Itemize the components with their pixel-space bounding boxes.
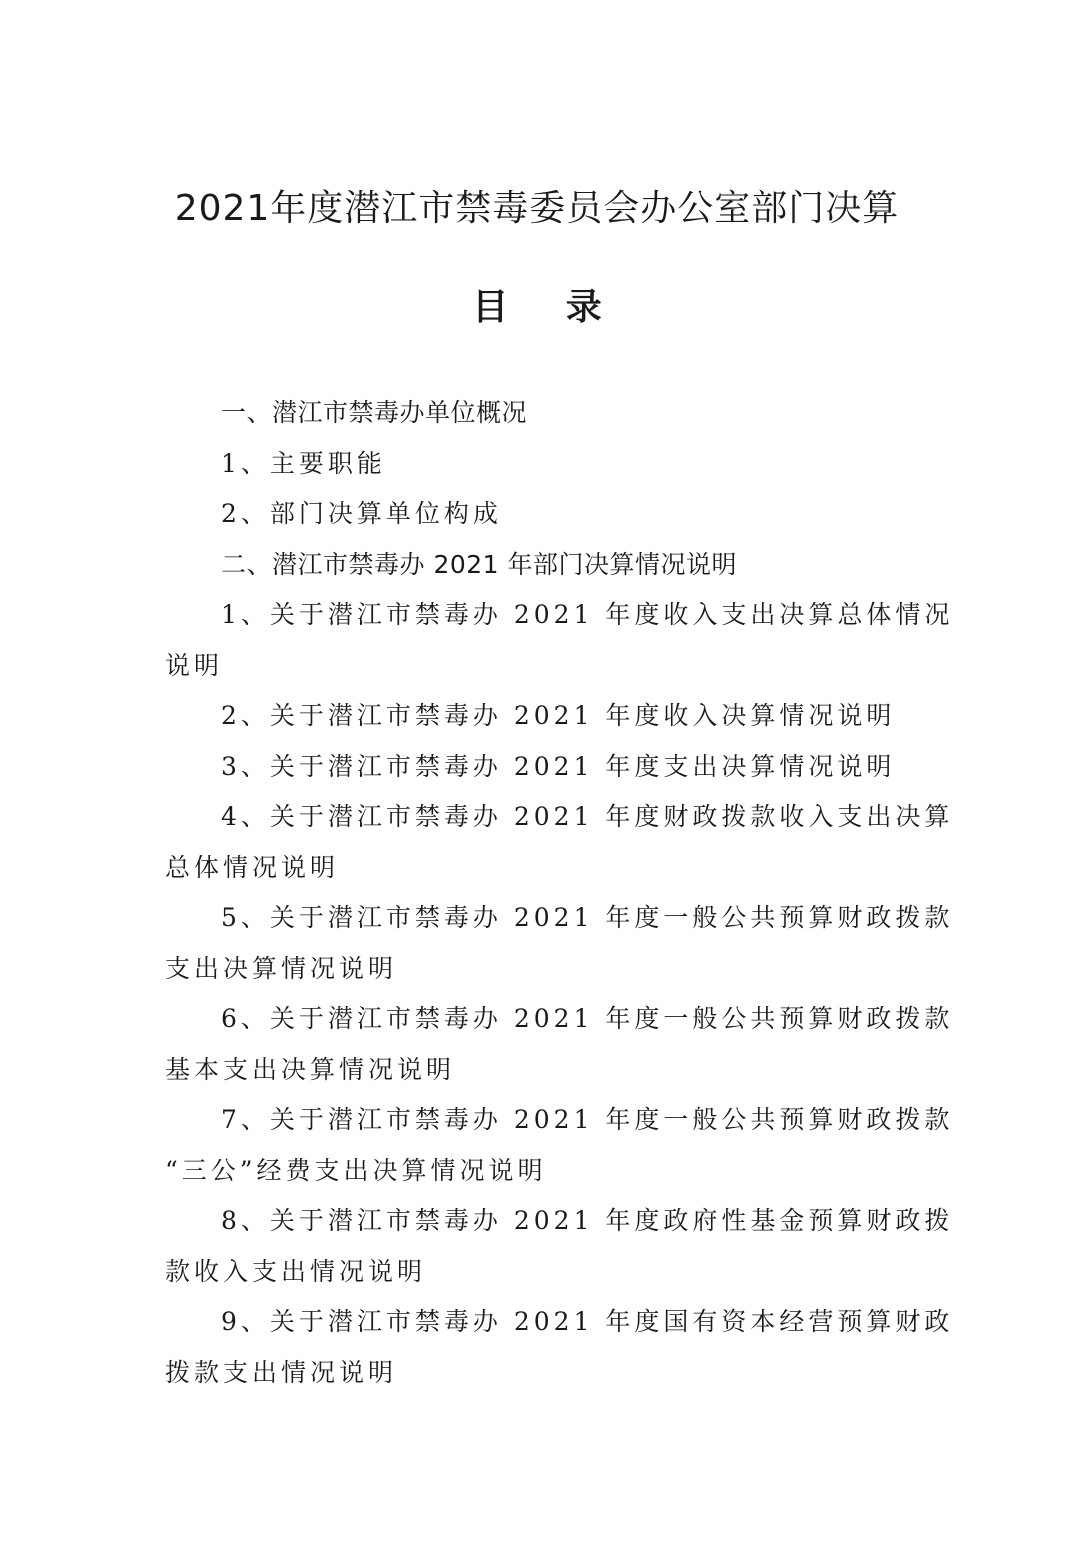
toc-item-2-7-continued: “三公”经费支出决算情况说明 xyxy=(165,1155,547,1185)
toc-item-2-3: 3、关于潜江市禁毒办 2021 年度支出决算情况说明 xyxy=(221,751,896,781)
toc-item-2-9-continued: 拨款支出情况说明 xyxy=(165,1357,398,1387)
toc-item-2-5: 5、关于潜江市禁毒办 2021 年度一般公共预算财政拨款 xyxy=(221,903,954,932)
table-of-contents xyxy=(165,388,954,1398)
toc-item-2-4: 4、关于潜江市禁毒办 2021 年度财政拨款收入支出决算 xyxy=(221,802,954,831)
toc-item-2-6-continued: 基本支出决算情况说明 xyxy=(165,1054,456,1084)
toc-item-1-2: 2、部门决算单位构成 xyxy=(221,499,502,528)
toc-item-2-8: 8、关于潜江市禁毒办 2021 年度政府性基金预算财政拨 xyxy=(221,1206,954,1235)
toc-item-2-1: 1、关于潜江市禁毒办 2021 年度收入支出决算总体情况 xyxy=(221,600,954,629)
toc-item-2-9: 9、关于潜江市禁毒办 2021 年度国有资本经营预算财政 xyxy=(221,1307,954,1336)
toc-item-2-5-continued: 支出决算情况说明 xyxy=(165,953,398,983)
toc-item-2-7: 7、关于潜江市禁毒办 2021 年度一般公共预算财政拨款 xyxy=(221,1105,954,1134)
toc-item-2-6: 6、关于潜江市禁毒办 2021 年度一般公共预算财政拨款 xyxy=(221,1004,954,1033)
toc-item-1-1: 1、主要职能 xyxy=(221,448,386,478)
toc-section-1: 一、潜江市禁毒办单位概况 xyxy=(221,398,528,427)
toc-heading: 目录 xyxy=(472,287,660,328)
toc-section-2: 二、潜江市禁毒办 2021 年部门决算情况说明 xyxy=(221,549,738,579)
toc-item-2-2: 2、关于潜江市禁毒办 2021 年度收入决算情况说明 xyxy=(221,701,896,730)
toc-item-2-4-continued: 总体情况说明 xyxy=(165,852,340,882)
toc-item-2-8-continued: 款收入支出情况说明 xyxy=(165,1256,427,1286)
toc-item-2-1-continued: 说明 xyxy=(165,650,224,680)
document-title: 2021年度潜江市禁毒委员会办公室部门决算 xyxy=(174,188,900,229)
